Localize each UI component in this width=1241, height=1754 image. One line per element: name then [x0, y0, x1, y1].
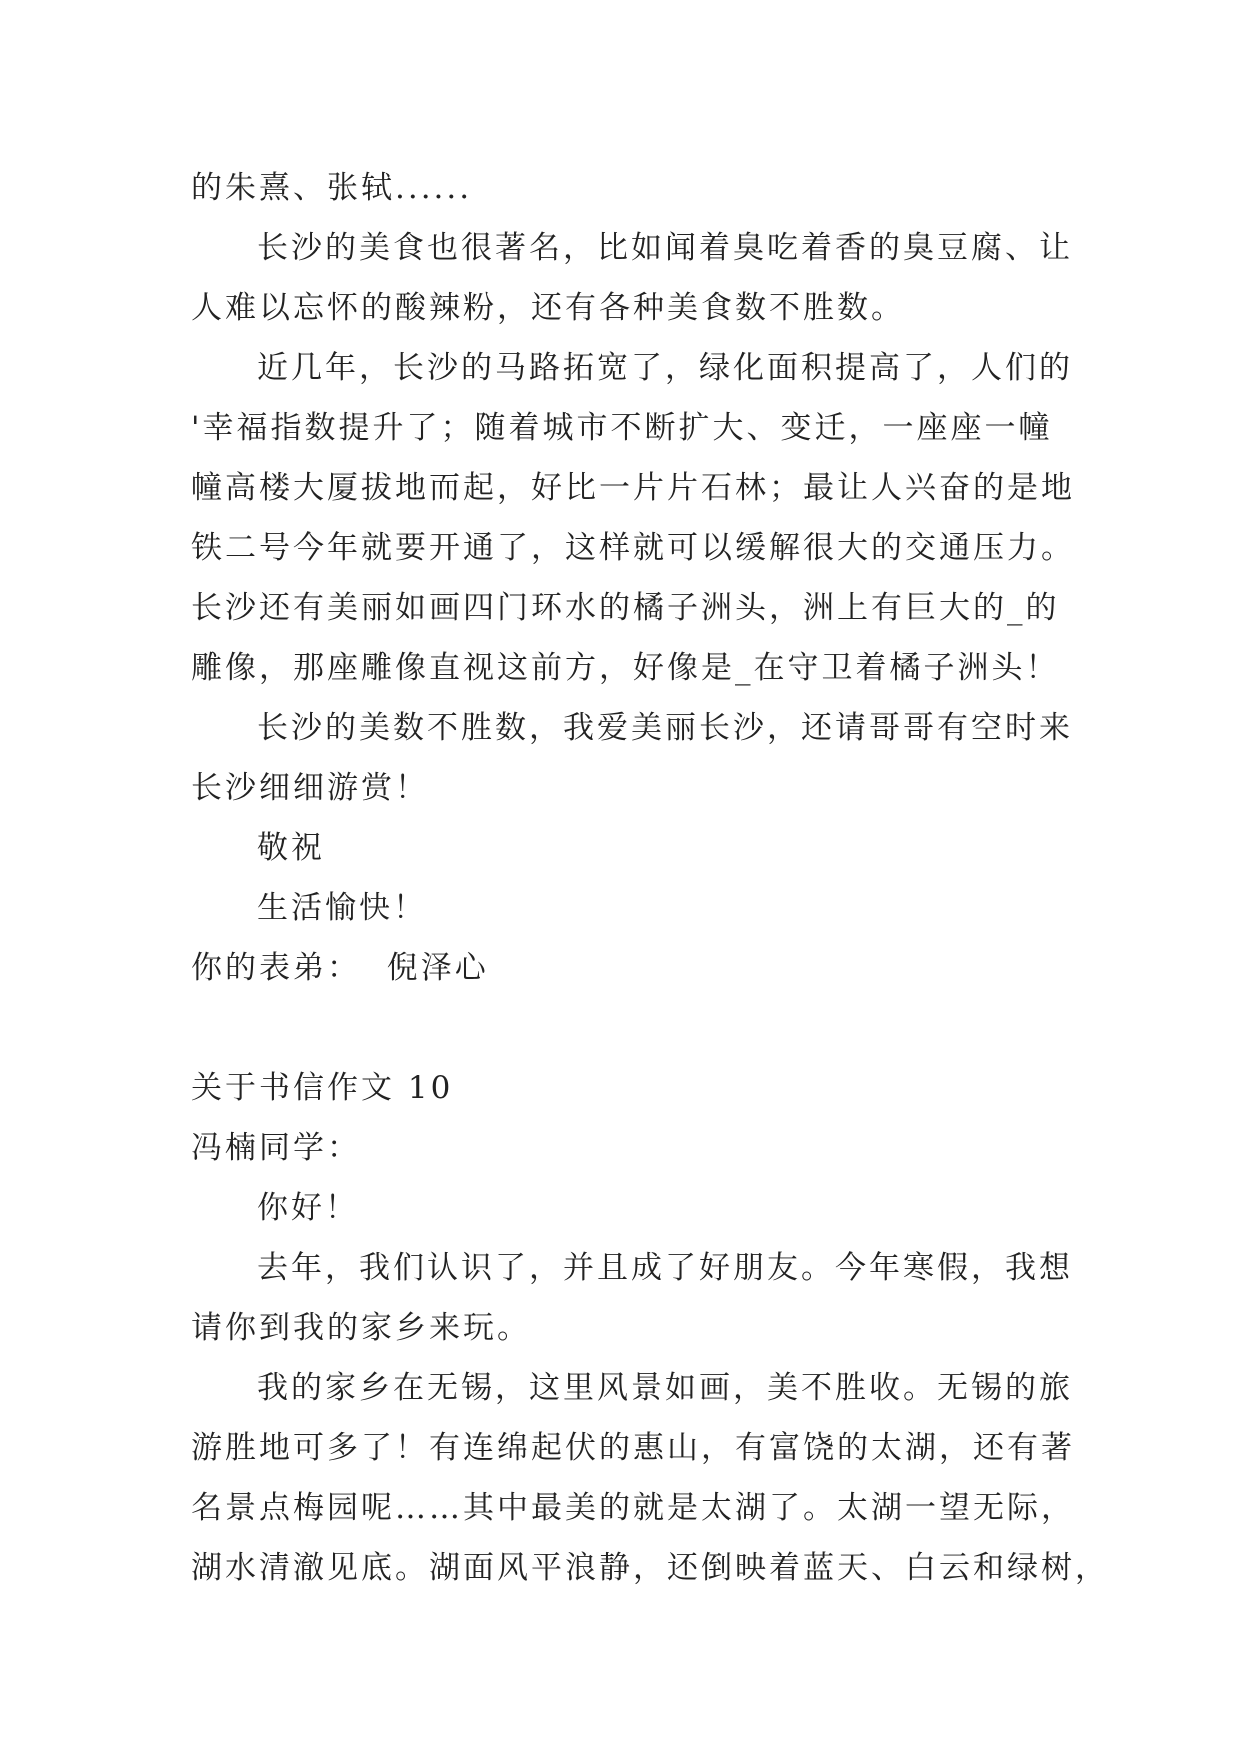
- text-line: 长沙细细游赏！: [191, 770, 429, 806]
- letter1-paragraph-closing: [191, 698, 1073, 818]
- text-line: 人难以忘怀的酸辣粉，还有各种美食数不胜数。: [191, 290, 905, 326]
- addressee: 冯楠同学：: [191, 1130, 361, 1166]
- signature: 你的表弟： 倪泽心: [191, 950, 489, 986]
- section-heading: 关于书信作文 10: [191, 1070, 454, 1106]
- text-line: 长沙的美食也很著名，比如闻着臭吃着香的臭豆腐、让: [257, 230, 1073, 266]
- text-line: 铁二号今年就要开通了，这样就可以缓解很大的交通压力。: [191, 530, 1075, 566]
- text-line: 幢高楼大厦拔地而起，好比一片片石林；最让人兴奋的是地: [191, 470, 1075, 506]
- text-line: 游胜地可多了！有连绵起伏的惠山，有富饶的太湖，还有著: [191, 1430, 1075, 1466]
- text-line: 去年，我们认识了，并且成了好朋友。今年寒假，我想: [257, 1250, 1073, 1286]
- salutation-line-2: 生活愉快！: [257, 890, 427, 926]
- section-gap: [191, 998, 1061, 1058]
- letter1-continuation: 的朱熹、张轼......: [191, 170, 473, 206]
- letter2-paragraph-hometown: [191, 1358, 1109, 1598]
- text-line: '幸福指数提升了；随着城市不断扩大、变迁，一座座一幢: [191, 410, 1053, 446]
- document-page: [191, 158, 1109, 1598]
- letter1-paragraph-food: [191, 218, 1073, 338]
- text-line: 请你到我的家乡来玩。: [191, 1310, 531, 1346]
- letter2-paragraph-invite: [191, 1238, 1073, 1358]
- text-line: 湖水清澈见底。湖面风平浪静，还倒映着蓝天、白云和绿树，: [191, 1550, 1109, 1586]
- text-line: 近几年，长沙的马路拓宽了，绿化面积提高了，人们的: [257, 350, 1073, 386]
- text-line: 长沙还有美丽如画四门环水的橘子洲头，洲上有巨大的_的: [191, 590, 1060, 626]
- text-line: 长沙的美数不胜数，我爱美丽长沙，还请哥哥有空时来: [257, 710, 1073, 746]
- text-line: 我的家乡在无锡，这里风景如画，美不胜收。无锡的旅: [257, 1370, 1073, 1406]
- text-line: 名景点梅园呢……其中最美的就是太湖了。太湖一望无际，: [191, 1490, 1075, 1526]
- letter1-paragraph-city: [191, 338, 1075, 698]
- text-line: 雕像，那座雕像直视这前方，好像是_在守卫着橘子洲头！: [191, 650, 1060, 686]
- salutation-line-1: 敬祝: [257, 830, 325, 866]
- greeting: 你好！: [257, 1190, 359, 1226]
